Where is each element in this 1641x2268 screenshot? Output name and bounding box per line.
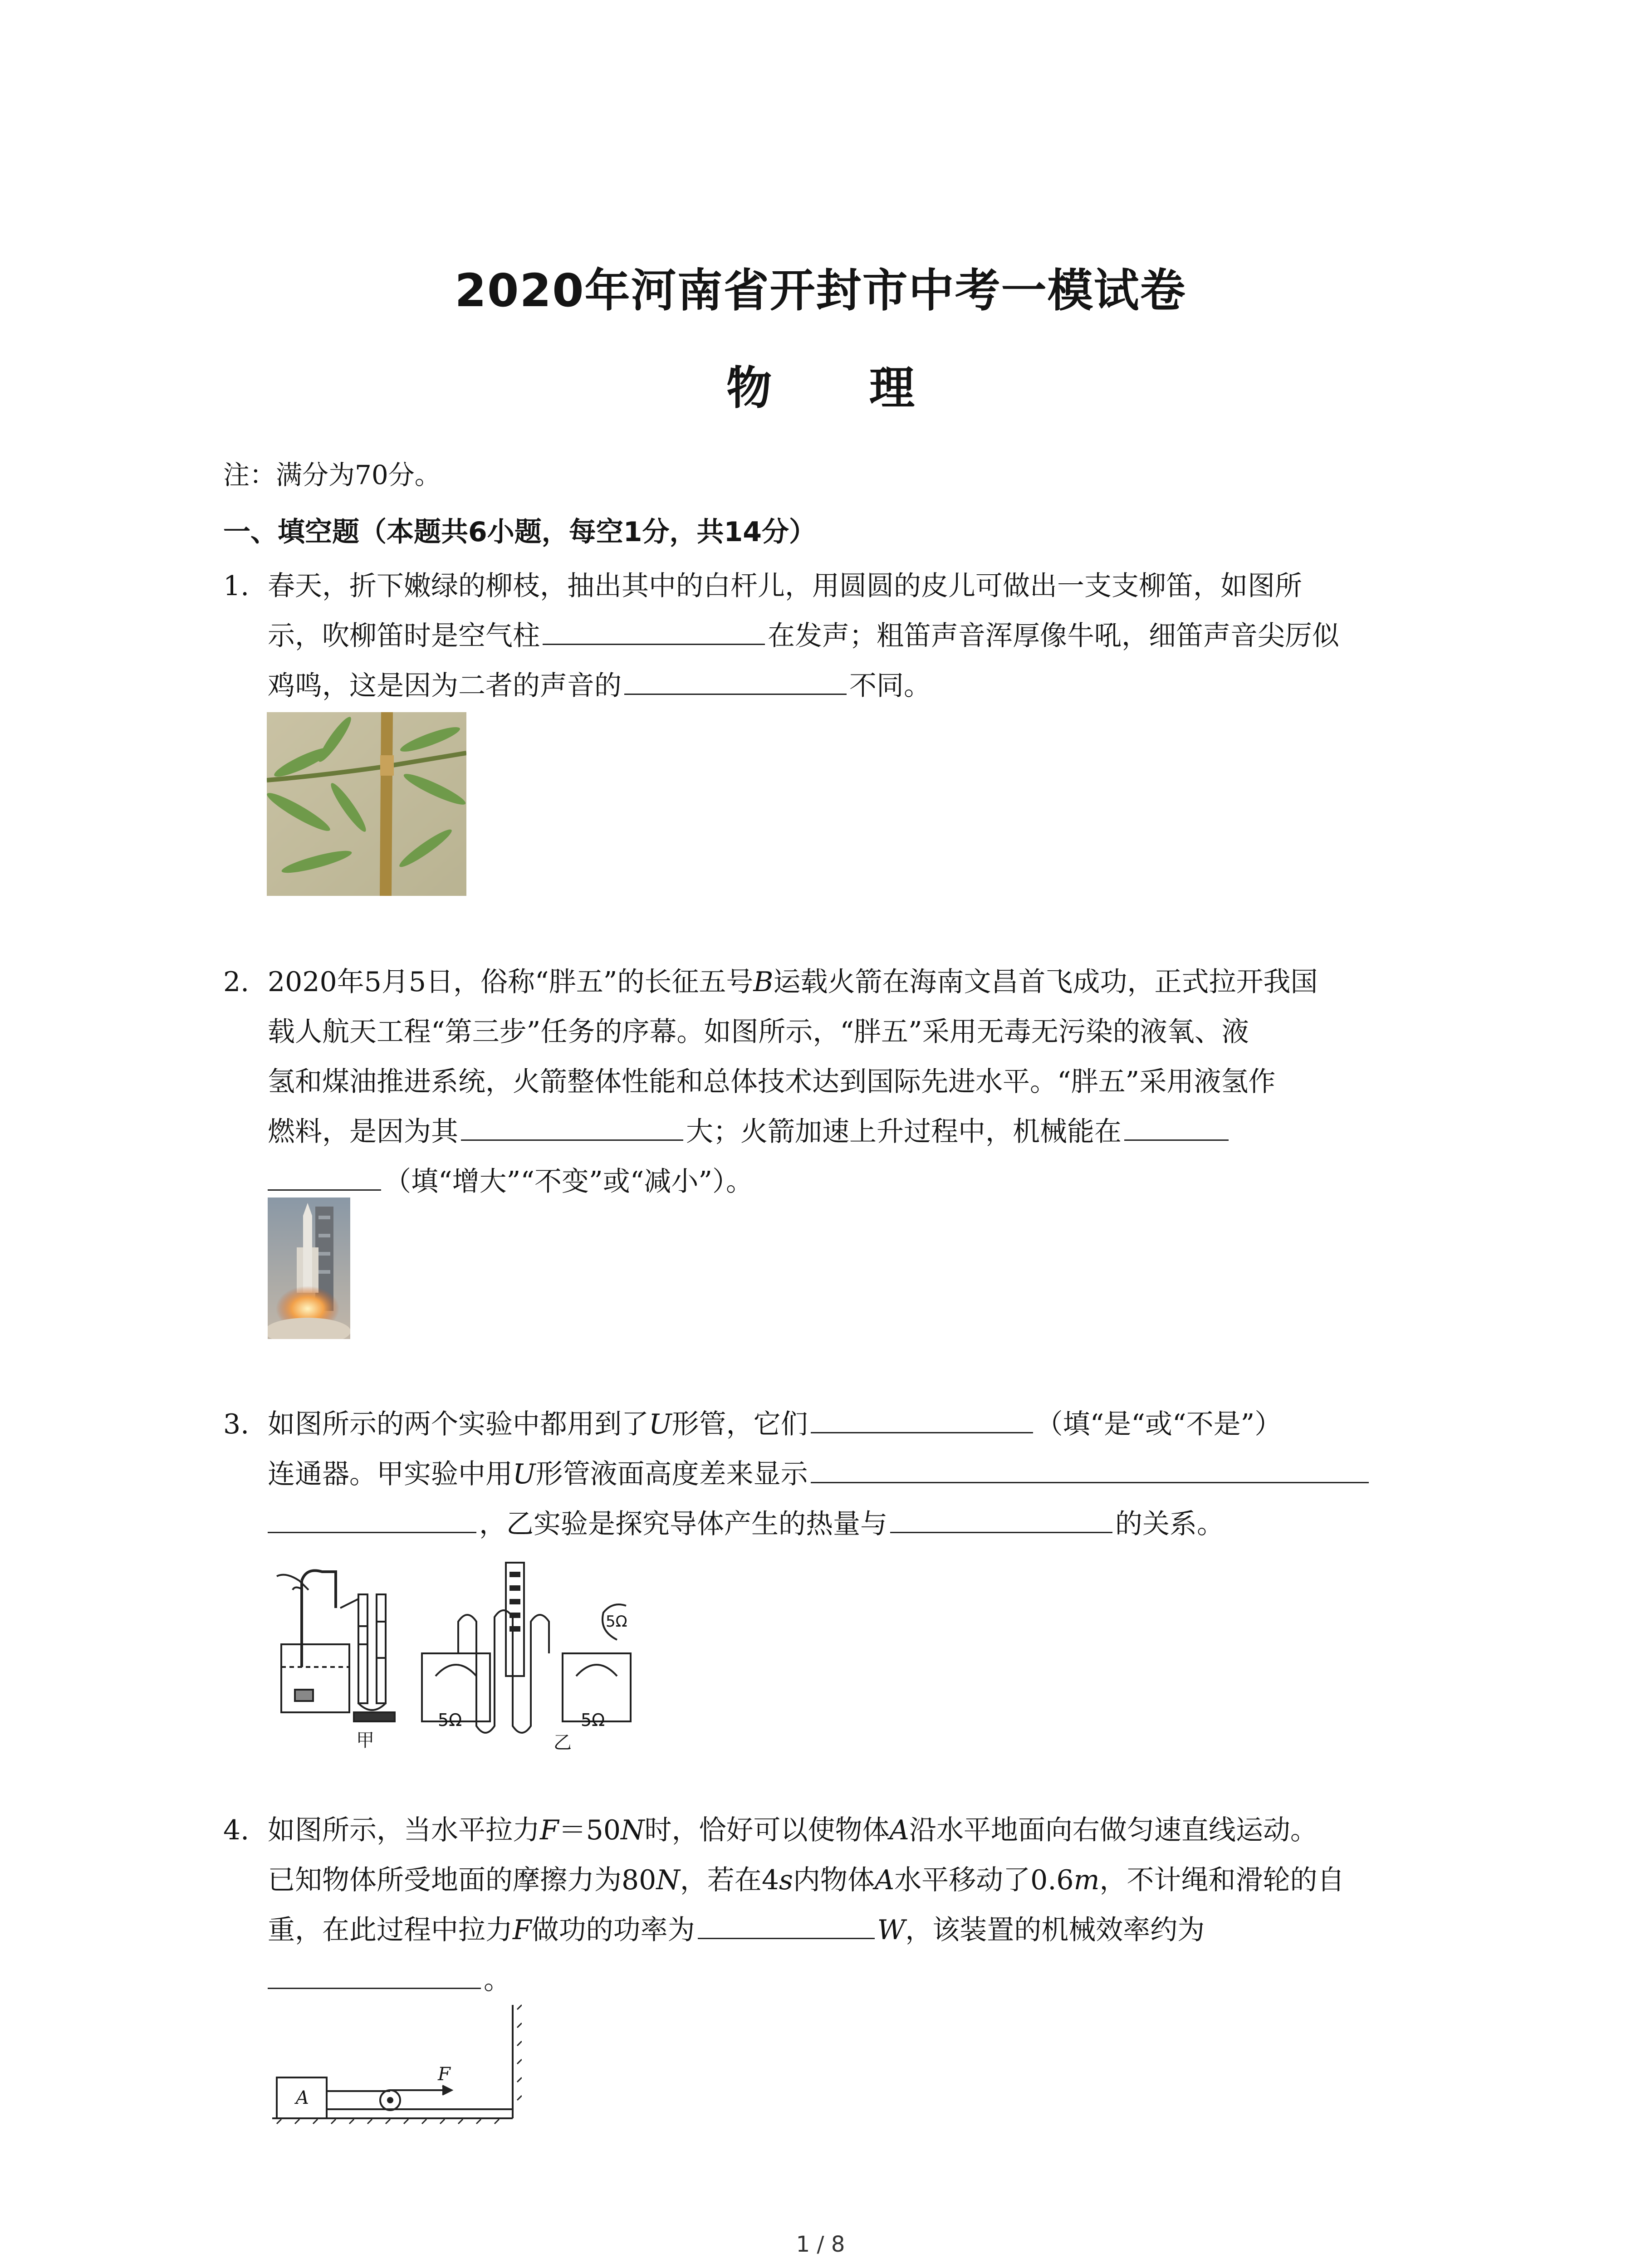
q3-line1b: 形管，它们 [671, 1408, 808, 1440]
resistor-label: 5Ω [581, 1710, 605, 1730]
figure-label-jia: 甲 [356, 1730, 374, 1751]
q3-line2a: 连通器。甲实验中用 [268, 1458, 513, 1490]
question-2 [223, 957, 1448, 1207]
q4-line4: 。 [484, 1964, 511, 1996]
q2-line4b: 大；火箭加速上升过程中，机械能在 [686, 1116, 1122, 1148]
pulley-figure [268, 1996, 522, 2132]
q4-line3c: ，该装置的机械效率约为 [905, 1914, 1205, 1946]
unit-n: N [621, 1814, 645, 1846]
subject-title: 物 理 [726, 362, 955, 415]
q1-line1: 春天，折下嫩绿的柳枝，抽出其中的白杆儿，用圆圆的皮儿可做出一支支柳笛，如图所 [268, 570, 1302, 602]
q4-line1c: 时，恰好可以使物体 [644, 1814, 890, 1846]
resistor-label: 5Ω [438, 1710, 462, 1730]
force-f-label: F [438, 2064, 451, 2085]
q2-line5: （填“增大”“不变”或“减小”）。 [384, 1166, 754, 1198]
q4-line2b: ，若在4 [680, 1864, 779, 1896]
var-u: U [649, 1408, 672, 1440]
unit-n: N [656, 1864, 680, 1896]
q4-line2c: 内物体 [793, 1864, 875, 1896]
question-number: 4. [223, 1814, 250, 1846]
q1-line2b: 在发声；粗笛声音浑厚像牛吼，细笛声音尖厉似 [768, 620, 1339, 652]
answer-blank[interactable] [890, 1505, 1112, 1533]
q3-line3a: ，乙实验是探究导体产生的热量与 [479, 1508, 887, 1540]
q3-line3b: 的关系。 [1115, 1508, 1224, 1540]
answer-blank[interactable] [543, 617, 765, 645]
question-number: 3. [223, 1408, 250, 1440]
var-f: F [513, 1914, 532, 1946]
question-number: 2. [223, 966, 250, 998]
answer-blank[interactable] [811, 1456, 1369, 1483]
q2-line3: 氢和煤油推进系统，火箭整体性能和总体技术达到国际先进水平。“胖五”采用液氢作 [268, 1066, 1276, 1098]
question-number: 1. [223, 570, 250, 602]
figure-label-yi: 乙 [554, 1732, 572, 1753]
var-f: F [540, 1814, 559, 1846]
page-number: 1 / 8 [796, 2232, 845, 2257]
q3-line1c: （填“是“或“不是”） [1035, 1408, 1282, 1440]
q1-line3b: 不同。 [849, 670, 931, 702]
answer-blank[interactable] [624, 667, 847, 695]
u-tube-experiments-figure [268, 1554, 676, 1753]
section-heading: 一、填空题（本题共6小题，每空1分，共14分） [223, 516, 816, 548]
page-title: 2020年河南省开封市中考一模试卷 [455, 264, 1186, 317]
answer-blank[interactable] [698, 1911, 875, 1939]
answer-blank[interactable] [1124, 1113, 1229, 1141]
score-note: 注：满分为70分。 [223, 459, 441, 490]
q3-line1a: 如图所示的两个实验中都用到了 [268, 1408, 649, 1440]
q2-line1a: 2020年5月5日，俗称“胖五”的长征五号 [268, 966, 754, 998]
answer-blank[interactable] [268, 1505, 476, 1533]
resistor-label: 5Ω [606, 1613, 627, 1631]
q4-line2a: 已知物体所受地面的摩擦力为80 [268, 1864, 656, 1896]
var-b: B [753, 966, 774, 998]
unit-s: s [779, 1864, 793, 1896]
var-a: A [874, 1864, 895, 1896]
q4-line2e: ，不计绳和滑轮的自 [1099, 1864, 1345, 1896]
q1-line3a: 鸡鸣，这是因为二者的声音的 [268, 670, 622, 702]
question-1 [223, 561, 1448, 711]
var-u: U [513, 1458, 536, 1490]
unit-m: m [1073, 1864, 1100, 1896]
rocket-launch-photo [268, 1198, 350, 1339]
block-a-label: A [296, 2087, 309, 2108]
answer-blank[interactable] [461, 1113, 683, 1141]
answer-blank[interactable] [268, 1961, 481, 1989]
unit-w: W [877, 1914, 906, 1946]
var-a: A [889, 1814, 909, 1846]
q2-line4a: 燃料，是因为其 [268, 1116, 458, 1148]
question-4 [223, 1805, 1448, 2005]
q4-line3b: 做功的功率为 [531, 1914, 695, 1946]
answer-blank[interactable] [268, 1163, 381, 1191]
answer-blank[interactable] [811, 1406, 1033, 1433]
q4-line2d: 水平移动了0.6 [894, 1864, 1074, 1896]
q4-line1a: 如图所示，当水平拉力 [268, 1814, 540, 1846]
q4-line1d: 沿水平地面向右做匀速直线运动。 [909, 1814, 1318, 1846]
q4-line3a: 重，在此过程中拉力 [268, 1914, 513, 1946]
q4-line1b: ＝50 [558, 1814, 621, 1846]
q1-line2a: 示，吹柳笛时是空气柱 [268, 620, 540, 652]
q3-line2b: 形管液面高度差来显示 [535, 1458, 808, 1490]
q2-line1b: 运载火箭在海南文昌首飞成功，正式拉开我国 [773, 966, 1318, 998]
q2-line2: 载人航天工程“第三步”任务的序幕。如图所示，“胖五”采用无毒无污染的液氧、液 [268, 1016, 1249, 1048]
question-3 [223, 1399, 1448, 1549]
willow-branch-photo [267, 712, 466, 896]
